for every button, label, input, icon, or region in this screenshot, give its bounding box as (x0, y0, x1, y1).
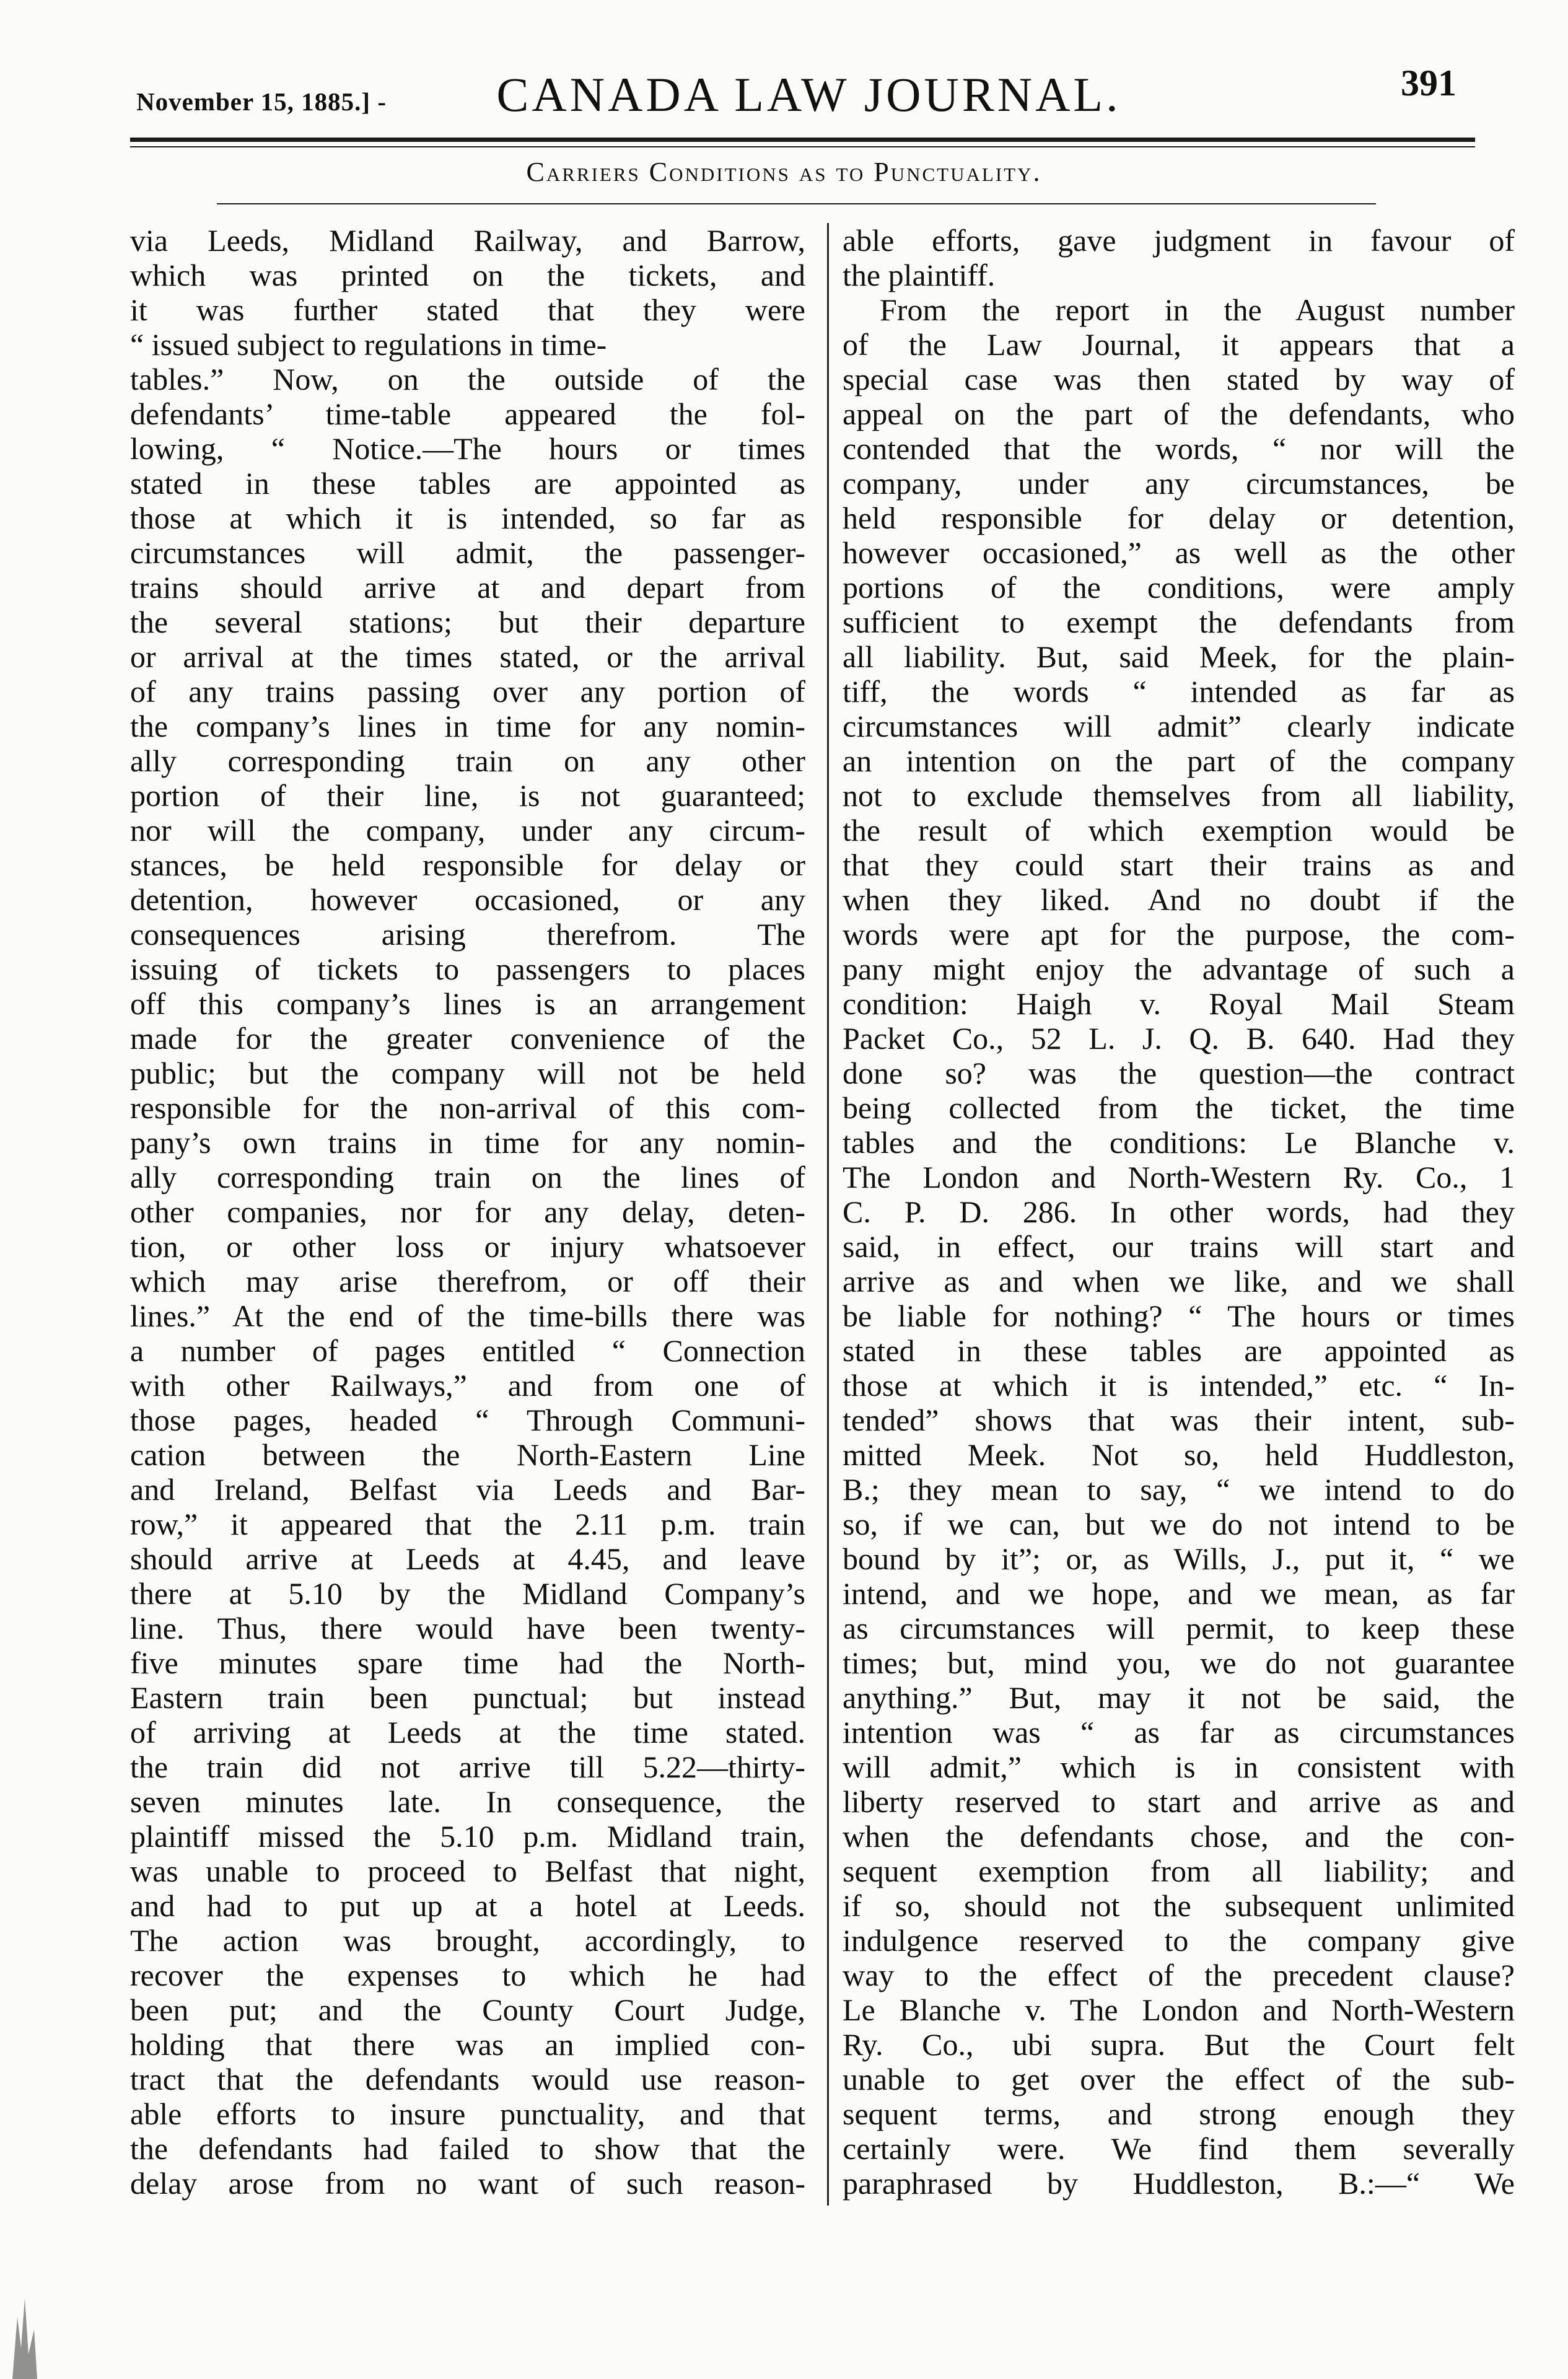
text-line: stances, be held responsible for delay or (130, 848, 805, 882)
text-line: defendants’ time-table appeared the fol- (130, 396, 805, 431)
text-line: there at 5.10 by the Midland Company’s (130, 1576, 805, 1611)
text-line: stated in these tables are appointed as (130, 466, 805, 501)
text-line: done so? was the question—the contract (843, 1056, 1515, 1090)
text-line: not to exclude themselves from all liability, (843, 778, 1515, 813)
right-column (843, 223, 1515, 2201)
text-line: it was further stated that they were (130, 292, 805, 327)
text-line: condition: Haigh v. Royal Mail Steam (843, 986, 1515, 1021)
text-line: able efforts to insure punctuality, and that (130, 2096, 805, 2131)
text-line: trains should arrive at and depart from (130, 570, 805, 605)
text-line: be liable for nothing? “ The hours or times (843, 1299, 1515, 1333)
text-line: Packet Co., 52 L. J. Q. B. 640. Had they (843, 1021, 1515, 1056)
text-line: bound by it”; or, as Wills, J., put it, “ we (843, 1541, 1515, 1576)
header-rule (130, 138, 1475, 142)
text-line: certainly were. We find them severally (843, 2131, 1515, 2166)
text-line: recover the expenses to which he had (130, 1958, 805, 1992)
text-line: and Ireland, Belfast via Leeds and Bar- (130, 1472, 805, 1507)
section-heading: Carriers Conditions as to Punctuality. (526, 157, 1042, 187)
text-line: said, in effect, our trains will start and (843, 1229, 1515, 1264)
journal-title: CANADA LAW JOURNAL. (496, 68, 1121, 121)
text-line: a number of pages entitled “ Connection (130, 1333, 805, 1368)
text-line: stated in these tables are appointed as (843, 1333, 1515, 1368)
header-rule-thin (130, 146, 1475, 147)
text-line: those at which it is intended, so far as (130, 501, 805, 535)
text-line: public; but the company will not be held (130, 1056, 805, 1090)
text-line: paraphrased by Huddleston, B.:—“ We (843, 2166, 1515, 2201)
text-line: nor will the company, under any circum- (130, 813, 805, 848)
text-line: “ issued subject to regulations in time- (130, 327, 607, 362)
text-line: via Leeds, Midland Railway, and Barrow, (130, 223, 805, 258)
text-line: detention, however occasioned, or any (130, 882, 805, 917)
text-line: issuing of tickets to passengers to places (130, 952, 805, 986)
text-line: liberty reserved to start and arrive as and (843, 1784, 1515, 1819)
text-line: circumstances will admit” clearly indicate (843, 709, 1515, 743)
text-line: delay arose from no want of such reason- (130, 2166, 805, 2201)
text-line: off this company’s lines is an arrangement (130, 986, 805, 1021)
text-line: five minutes spare time had the North- (130, 1645, 805, 1680)
text-line: Le Blanche v. The London and North-Western (843, 1992, 1515, 2027)
text-line: Ry. Co., ubi supra. But the Court felt (843, 2027, 1515, 2062)
text-line: contended that the words, “ nor will the (843, 431, 1515, 466)
text-line: appeal on the part of the defendants, who (843, 396, 1515, 431)
text-line: made for the greater convenience of the (130, 1021, 805, 1056)
issue-date: November 15, 1885.] - (136, 87, 387, 116)
text-line: tended” shows that was their intent, sub- (843, 1403, 1515, 1437)
text-line: the train did not arrive till 5.22—thirty- (130, 1750, 805, 1784)
text-line: however occasioned,” as well as the other (843, 535, 1515, 570)
text-line: and had to put up at a hotel at Leeds. (130, 1888, 805, 1923)
text-line: those pages, headed “ Through Communi- (130, 1403, 805, 1437)
text-line: indulgence reserved to the company give (843, 1923, 1515, 1958)
text-line: tract that the defendants would use reason- (130, 2062, 805, 2096)
column-divider (827, 223, 829, 2206)
text-line: tion, or other loss or injury whatsoever (130, 1229, 805, 1264)
text-line: with other Railways,” and from one of (130, 1368, 805, 1403)
text-line: of the Law Journal, it appears that a (843, 327, 1515, 362)
text-line: pany might enjoy the advantage of such a (843, 952, 1515, 986)
text-line: if so, should not the subsequent unlimited (843, 1888, 1515, 1923)
text-line: Eastern train been punctual; but instead (130, 1680, 805, 1715)
text-line: line. Thus, there would have been twenty- (130, 1611, 805, 1645)
text-line: those at which it is intended,” etc. “ In- (843, 1368, 1515, 1403)
text-line: the plaintiff. (843, 258, 996, 292)
text-line: the defendants had failed to show that the (130, 2131, 805, 2166)
text-line: seven minutes late. In consequence, the (130, 1784, 805, 1819)
text-line: lowing, “ Notice.—The hours or times (130, 431, 805, 466)
text-line: will admit,” which is in consistent with (843, 1750, 1515, 1784)
text-line: the result of which exemption would be (843, 813, 1515, 848)
text-line: ally corresponding train on any other (130, 743, 805, 778)
text-line: was unable to proceed to Belfast that night, (130, 1854, 805, 1888)
text-line: being collected from the ticket, the time (843, 1090, 1515, 1125)
text-line: or arrival at the times stated, or the arrival (130, 639, 805, 674)
text-line: sufficient to exempt the defendants from (843, 605, 1515, 639)
text-line: way to the effect of the precedent clause? (843, 1958, 1515, 1992)
text-line: of arriving at Leeds at the time stated. (130, 1715, 805, 1750)
text-line: the company’s lines in time for any nomin- (130, 709, 805, 743)
text-line: should arrive at Leeds at 4.45, and leave (130, 1541, 805, 1576)
text-line: the several stations; but their departure (130, 605, 805, 639)
text-line: held responsible for delay or detention, (843, 501, 1515, 535)
text-line: tiff, the words “ intended as far as (843, 674, 1515, 709)
text-line: intention was “ as far as circumstances (843, 1715, 1515, 1750)
text-line: tables.” Now, on the outside of the (130, 362, 805, 396)
text-line: C. P. D. 286. In other words, had they (843, 1194, 1515, 1229)
text-line: been put; and the County Court Judge, (130, 1992, 805, 2027)
text-line: anything.” But, may it not be said, the (843, 1680, 1515, 1715)
text-line: portions of the conditions, were amply (843, 570, 1515, 605)
text-line: special case was then stated by way of (843, 362, 1515, 396)
text-line: portion of their line, is not guaranteed; (130, 778, 805, 813)
text-line: other companies, nor for any delay, deten- (130, 1194, 805, 1229)
text-line: when the defendants chose, and the con- (843, 1819, 1515, 1854)
text-line: circumstances will admit, the passenger- (130, 535, 805, 570)
text-line: all liability. But, said Meek, for the plain- (843, 639, 1515, 674)
text-line: sequent exemption from all liability; and (843, 1854, 1515, 1888)
section-rule (217, 203, 1376, 204)
running-head (124, 57, 1494, 119)
text-line: of any trains passing over any portion of (130, 674, 805, 709)
text-line: tables and the conditions: Le Blanche v. (843, 1125, 1515, 1160)
text-line: consequences arising therefrom. The (130, 917, 805, 952)
left-column (130, 223, 805, 2201)
text-line: responsible for the non-arrival of this com- (130, 1090, 805, 1125)
text-line: when they liked. And no doubt if the (843, 882, 1515, 917)
text-line: The action was brought, accordingly, to (130, 1923, 805, 1958)
text-line: The London and North-Western Ry. Co., 1 (843, 1160, 1515, 1194)
text-line: which was printed on the tickets, and (130, 258, 805, 292)
text-line: unable to get over the effect of the sub- (843, 2062, 1515, 2096)
text-line: pany’s own trains in time for any nomin- (130, 1125, 805, 1160)
text-line: mitted Meek. Not so, held Huddleston, (843, 1437, 1515, 1472)
text-line: cation between the North-Eastern Line (130, 1437, 805, 1472)
text-line: ally corresponding train on the lines of (130, 1160, 805, 1194)
text-line: that they could start their trains as and (843, 848, 1515, 882)
text-line: lines.” At the end of the time-bills there was (130, 1299, 805, 1333)
text-line: an intention on the part of the company (843, 743, 1515, 778)
text-line: holding that there was an implied con- (130, 2027, 805, 2062)
text-line: B.; they mean to say, “ we intend to do (843, 1472, 1515, 1507)
text-line: intend, and we hope, and we mean, as far (843, 1576, 1515, 1611)
text-line: row,” it appeared that the 2.11 p.m. train (130, 1507, 805, 1541)
page-number: 391 (1401, 63, 1456, 103)
text-line: so, if we can, but we do not intend to be (843, 1507, 1515, 1541)
text-line: times; but, mind you, we do not guarantee (843, 1645, 1515, 1680)
text-line: arrive as and when we like, and we shall (843, 1264, 1515, 1299)
text-line: company, under any circumstances, be (843, 466, 1515, 501)
text-line: as circumstances will permit, to keep these (843, 1611, 1515, 1645)
page-edge-mark (0, 2292, 50, 2379)
text-line: able efforts, gave judgment in favour of (843, 223, 1515, 258)
text-line: which may arise therefrom, or off their (130, 1264, 805, 1299)
text-line: plaintiff missed the 5.10 p.m. Midland train, (130, 1819, 805, 1854)
text-line: sequent terms, and strong enough they (843, 2096, 1515, 2131)
text-line: From the report in the August number (880, 292, 1515, 327)
text-line: words were apt for the purpose, the com- (843, 917, 1515, 952)
